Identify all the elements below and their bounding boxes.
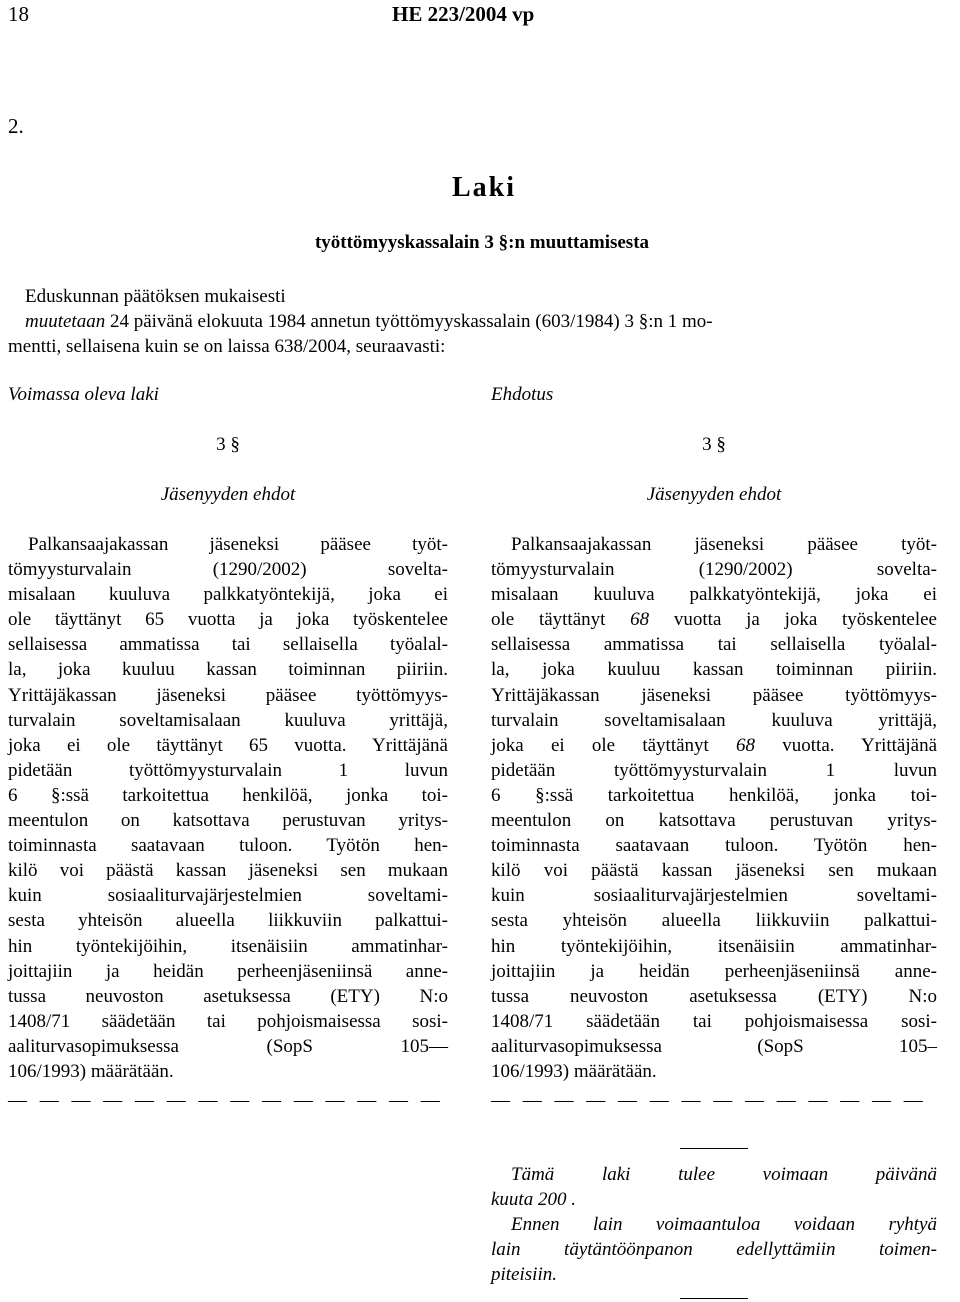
body-line: 106/1993) määrätään.	[491, 1060, 657, 1082]
body-line: 6 §:ssä tarkoitettua henkilöä, jonka toi-	[491, 784, 937, 806]
body-line: misalaan kuuluva palkkatyöntekijä, joka ei	[8, 584, 448, 606]
right-continuation-dashes: — — — — — — — — — — — — — —	[491, 1090, 927, 1111]
body-line: sellaisessa ammatissa tai sellaisella työalal-	[491, 634, 937, 656]
body-line: tussa neuvoston asetuksessa (ETY) N:o	[8, 985, 448, 1007]
right-column-heading: Ehdotus	[491, 384, 554, 405]
body-line: hin työntekijöihin, itsenäisiin ammatinhar-	[8, 935, 448, 957]
body-line: toiminnasta saatavaan tuloon. Työtön hen-	[8, 835, 448, 857]
entry-line-2: kuuta 200 .	[491, 1189, 576, 1211]
body-line: pidetään työttömyysturvalain 1 luvun	[8, 759, 448, 781]
separator-line-top	[680, 1148, 748, 1149]
body-line: misalaan kuuluva palkkatyöntekijä, joka ei	[491, 584, 937, 606]
section-number: 2.	[8, 114, 24, 138]
amended-age: 68	[736, 734, 756, 756]
body-line: ole täyttänyt 65 vuotta ja joka työskentelee	[8, 609, 448, 631]
left-column-heading: Voimassa oleva laki	[8, 384, 159, 405]
body-line: turvalain soveltamisalaan kuuluva yrittäjä,	[8, 709, 448, 731]
preamble-line-3: mentti, sellaisena kuin se on laissa 638/2004, seuraavasti:	[8, 336, 446, 357]
law-title	[0, 172, 960, 204]
body-line: 1408/71 säädetään tai pohjoismaisessa sosi-	[491, 1010, 937, 1032]
body-text: joka ei ole täyttänyt	[491, 734, 737, 756]
body-line: 1408/71 säädetään tai pohjoismaisessa sosi-	[8, 1010, 448, 1032]
entry-line-4: lain täytäntöönpanon edellyttämiin toimen-	[491, 1239, 937, 1261]
body-line: pidetään työttömyysturvalain 1 luvun	[491, 759, 937, 781]
body-line: sesta yhteisön alueella liikkuviin palkattui-	[491, 910, 937, 932]
separator-line-bottom	[680, 1298, 748, 1299]
body-line: tömyysturvalain (1290/2002) sovelta-	[8, 559, 448, 581]
body-line: Yrittäjäkassan jäseneksi pääsee työttömyys-	[491, 684, 937, 706]
preamble-verb: muutetaan	[25, 311, 106, 332]
body-line: turvalain soveltamisalaan kuuluva yrittäjä,	[491, 709, 937, 731]
body-line: kuin sosiaaliturvajärjestelmien soveltami-	[491, 885, 937, 907]
right-section-title: Jäsenyyden ehdot	[646, 484, 782, 505]
body-line: joittajiin ja heidän perheenjäseniinsä anne-	[8, 960, 448, 982]
left-section-mark: 3 §	[216, 434, 240, 455]
left-continuation-dashes: — — — — — — — — — — — — — —	[8, 1090, 444, 1111]
amended-age: 68	[630, 609, 650, 631]
body-line: meentulon on katsottava perustuvan yritys-	[491, 810, 937, 832]
body-line: Yrittäjäkassan jäseneksi pääsee työttömyys-	[8, 684, 448, 706]
body-line: la, joka kuuluu kassan toiminnan piiriin.	[8, 659, 448, 681]
law-title-text: Laki	[451, 172, 517, 203]
body-line: kilö voi päästä kassan jäseneksi sen mukaan	[8, 860, 448, 882]
right-column-body	[491, 532, 937, 1084]
body-line: Palkansaajakassan jäseneksi pääsee työt-	[511, 534, 937, 555]
entry-line-5: piteisiin.	[491, 1264, 557, 1286]
body-line: 106/1993) määrätään.	[8, 1060, 174, 1082]
body-line: hin työntekijöihin, itsenäisiin ammatinhar-	[491, 935, 937, 957]
law-subtitle	[0, 232, 960, 254]
body-line	[491, 607, 937, 632]
body-line: aaliturvasopimuksessa (SopS 105–	[491, 1035, 937, 1057]
preamble-line-2	[25, 309, 713, 334]
body-text: ole täyttänyt	[491, 609, 631, 631]
body-line: toiminnasta saatavaan tuloon. Työtön hen-	[491, 835, 937, 857]
entry-line-3: Ennen lain voimaantuloa voidaan ryhtyä	[511, 1214, 937, 1236]
page-number: 18	[8, 2, 29, 26]
entry-line-1: Tämä laki tulee voimaan päivänä	[511, 1164, 937, 1185]
body-line: Palkansaajakassan jäseneksi pääsee työt-	[28, 534, 448, 555]
body-line: kuin sosiaaliturvajärjestelmien soveltami-	[8, 885, 448, 907]
body-line: kilö voi päästä kassan jäseneksi sen mukaan	[491, 860, 937, 882]
body-text: vuotta ja joka työskentelee	[649, 609, 937, 631]
body-line: sellaisessa ammatissa tai sellaisella työalal-	[8, 634, 448, 656]
body-text: vuotta. Yrittäjänä	[755, 734, 938, 756]
body-line	[491, 733, 937, 758]
body-line: tussa neuvoston asetuksessa (ETY) N:o	[491, 985, 937, 1007]
right-section-mark: 3 §	[702, 434, 726, 455]
body-line: joittajiin ja heidän perheenjäseniinsä anne-	[491, 960, 937, 982]
body-line: sesta yhteisön alueella liikkuviin palkattui-	[8, 910, 448, 932]
document-id: HE 223/2004 vp	[392, 2, 535, 26]
left-column-body	[8, 532, 448, 1084]
left-section-title: Jäsenyyden ehdot	[160, 484, 296, 505]
body-line: 6 §:ssä tarkoitettua henkilöä, jonka toi-	[8, 784, 448, 806]
entry-into-force	[491, 1162, 937, 1287]
body-line: meentulon on katsottava perustuvan yritys-	[8, 810, 448, 832]
preamble-line-1: Eduskunnan päätöksen mukaisesti	[25, 286, 286, 307]
preamble-line-2-rest: 24 päivänä elokuuta 1984 annetun työttömyyskassalain (603/1984) 3 §:n 1 mo-	[105, 311, 713, 332]
body-line: aaliturvasopimuksessa (SopS 105—	[8, 1035, 448, 1057]
body-line: tömyysturvalain (1290/2002) sovelta-	[491, 559, 937, 581]
body-line: la, joka kuuluu kassan toiminnan piiriin.	[491, 659, 937, 681]
law-subtitle-text: työttömyyskassalain 3 §:n muuttamisesta	[314, 232, 650, 253]
body-line: joka ei ole täyttänyt 65 vuotta. Yrittäjänä	[8, 734, 448, 756]
